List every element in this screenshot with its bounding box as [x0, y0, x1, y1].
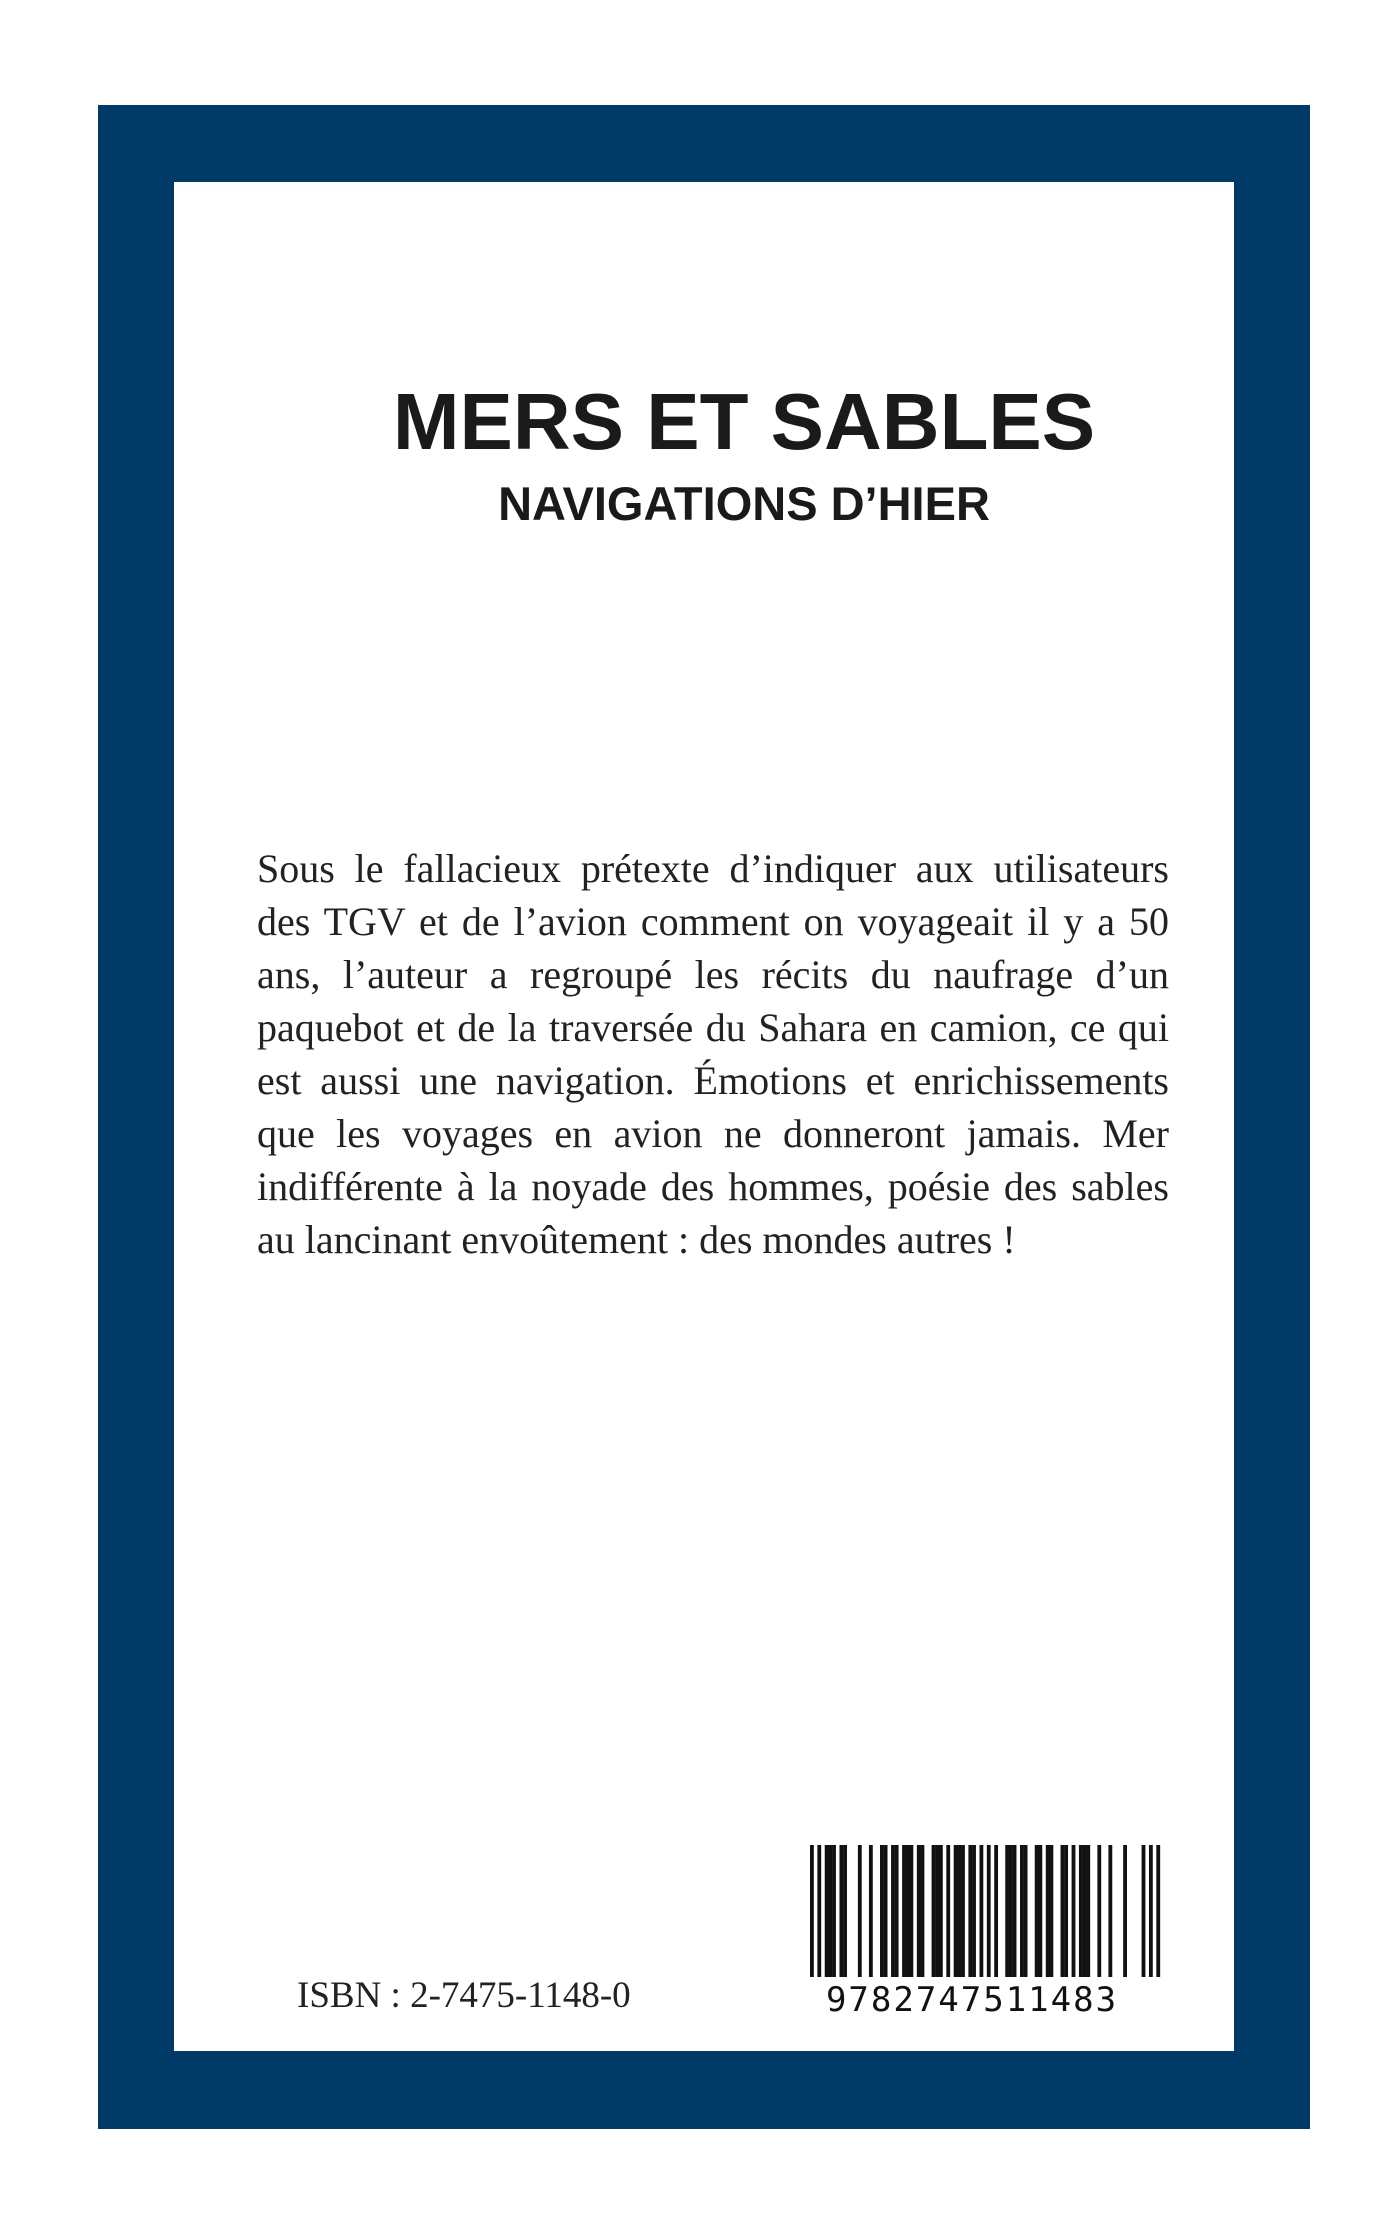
barcode-bar [828, 1845, 832, 1983]
barcode-bar [843, 1845, 847, 1983]
barcode-bar [1123, 1845, 1127, 1983]
barcode-bar [1046, 1845, 1050, 1983]
barcode-bar [832, 1845, 836, 1983]
white-panel [174, 182, 1234, 2051]
barcode-bar [1108, 1845, 1112, 1983]
barcode-bar [935, 1845, 939, 1983]
barcode-bar [895, 1845, 899, 1983]
barcode-bar [921, 1845, 925, 1983]
barcode-bar [1079, 1845, 1083, 1983]
blurb-text: Sous le fallacieux prétexte d’indiquer aux utilisateurs des TGV et de l’avion comment on voyageait il y a 50 ans, l’auteur a regroupé les récits du naufrage d’un paquebot et de la traversée du Sahara en camion, ce qui est aussi une navigation. Émotions et enrichissements que les voyages en avion ne donneront jamais. Mer indifférente à la noyade des hommes, poésie des sables au lancinant envoûtement : des mondes autres ! [257, 846, 1169, 1262]
barcode-bar [1064, 1845, 1068, 1983]
barcode-bar [1005, 1845, 1009, 1983]
barcode-bar [1083, 1845, 1087, 1983]
barcode [782, 1845, 1162, 2025]
barcode-bar [906, 1845, 910, 1983]
barcode-bar [972, 1845, 976, 1983]
barcode-bar [1097, 1845, 1101, 1983]
barcode-bar [1024, 1845, 1028, 1983]
barcode-bar [946, 1845, 950, 1983]
barcode-bar [891, 1845, 895, 1983]
barcode-bar [961, 1845, 965, 1983]
barcode-bar [880, 1845, 884, 1983]
barcode-bar [932, 1845, 936, 1983]
barcode-bar [1049, 1845, 1053, 1983]
barcode-bar [939, 1845, 943, 1983]
book-title: MERS ET SABLES [392, 377, 1096, 466]
barcode-bar [1038, 1845, 1042, 1983]
barcode-bar [1013, 1845, 1017, 1983]
barcode-number: 9782747511483 [782, 1977, 1162, 2023]
barcode-bar [917, 1845, 921, 1983]
blue-frame [98, 105, 1310, 2129]
book-subtitle: NAVIGATIONS D’HIER [498, 477, 990, 530]
barcode-bar [858, 1845, 862, 1983]
barcode-bar [869, 1845, 873, 1983]
barcode-bar [994, 1845, 998, 1983]
barcode-bar [1009, 1845, 1013, 1983]
barcode-bar [884, 1845, 888, 1983]
barcode-bar [839, 1845, 843, 1983]
barcode-bar [909, 1845, 913, 1983]
barcode-bar [1020, 1845, 1024, 1983]
barcode-bar [1061, 1845, 1065, 1983]
barcode-bar [902, 1845, 906, 1983]
isbn-label: ISBN : 2-7475-1148-0 [297, 1975, 631, 2016]
barcode-bar [957, 1845, 961, 1983]
barcode-bar [1035, 1845, 1039, 1983]
barcode-bar [1072, 1845, 1076, 1983]
barcode-bar [1142, 1845, 1146, 1983]
barcode-bar [1086, 1845, 1090, 1983]
barcode-bar [954, 1845, 958, 1983]
barcode-bar [825, 1845, 829, 1983]
barcode-bar [968, 1845, 972, 1983]
